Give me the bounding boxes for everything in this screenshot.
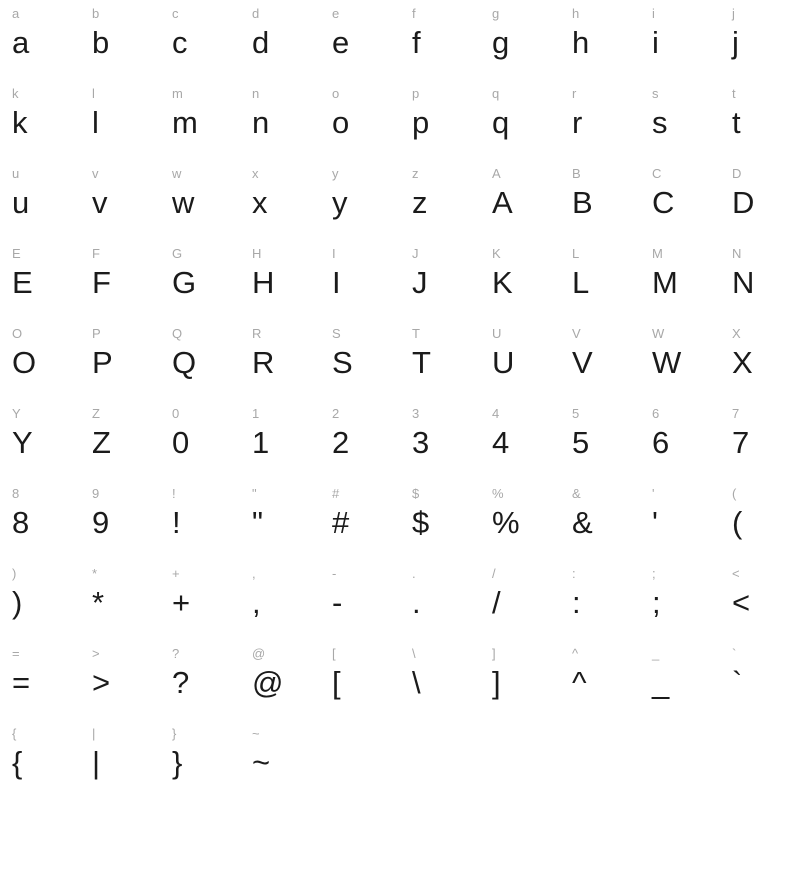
glyph-sample: d — [252, 25, 270, 60]
glyph-sample: A — [492, 185, 513, 220]
glyph-cell — [560, 6, 640, 86]
glyph-cell — [240, 566, 320, 646]
glyph-sample: / — [492, 585, 501, 620]
glyph-sample: Y — [12, 425, 33, 460]
glyph-cell — [480, 646, 560, 726]
glyph-cell — [640, 6, 720, 86]
glyph-label: # — [332, 486, 340, 501]
glyph-sample: " — [252, 505, 264, 540]
glyph-sample: u — [12, 185, 30, 220]
glyph-label: \ — [412, 646, 416, 661]
glyph-label: ] — [492, 646, 496, 661]
glyph-label: h — [572, 6, 580, 21]
glyph-label: 5 — [572, 406, 580, 421]
glyph-cell — [640, 326, 720, 406]
glyph-cell — [240, 806, 320, 886]
glyph-sample: C — [652, 185, 675, 220]
glyph-cell — [560, 86, 640, 166]
glyph-cell — [160, 166, 240, 246]
glyph-label: { — [12, 726, 17, 741]
glyph-label: } — [172, 726, 177, 741]
glyph-cell — [480, 166, 560, 246]
glyph-label: 1 — [252, 406, 260, 421]
glyph-cell — [80, 246, 160, 326]
glyph-label: u — [12, 166, 20, 181]
glyph-label: j — [732, 6, 735, 21]
glyph-cell — [640, 246, 720, 326]
glyph-label: O — [12, 326, 23, 341]
glyph-cell — [160, 326, 240, 406]
glyph-label: 9 — [92, 486, 100, 501]
glyph-cell — [640, 646, 720, 726]
glyph-sample: U — [492, 345, 515, 380]
glyph-sample: * — [92, 585, 105, 620]
glyph-cell — [80, 646, 160, 726]
glyph-cell — [400, 566, 480, 646]
glyph-label: , — [252, 566, 256, 581]
glyph-sample: E — [12, 265, 33, 300]
glyph-label: ; — [652, 566, 656, 581]
glyph-label: K — [492, 246, 501, 261]
glyph-cell — [400, 86, 480, 166]
glyph-sample: ! — [172, 505, 181, 540]
glyph-cell — [720, 6, 800, 86]
glyph-sample: f — [412, 25, 421, 60]
glyph-sample: z — [412, 185, 428, 220]
glyph-sample: 3 — [412, 425, 430, 460]
glyph-sample: k — [12, 105, 28, 140]
glyph-label: y — [332, 166, 339, 181]
glyph-cell — [720, 406, 800, 486]
glyph-cell — [240, 486, 320, 566]
glyph-cell — [0, 806, 80, 886]
glyph-sample: a — [12, 25, 30, 60]
glyph-sample: ` — [732, 665, 743, 700]
glyph-label: o — [332, 86, 340, 101]
glyph-sample: Z — [92, 425, 111, 460]
glyph-label: > — [92, 646, 100, 661]
glyph-sample: : — [572, 585, 581, 620]
glyph-label: B — [572, 166, 581, 181]
glyph-label: 4 — [492, 406, 500, 421]
glyph-cell — [720, 726, 800, 806]
glyph-label: & — [572, 486, 581, 501]
glyph-sample: L — [572, 265, 590, 300]
glyph-sample: @ — [252, 665, 284, 700]
glyph-cell — [160, 406, 240, 486]
glyph-label: i — [652, 6, 655, 21]
glyph-label: s — [652, 86, 659, 101]
glyph-cell — [480, 6, 560, 86]
glyph-cell — [480, 486, 560, 566]
glyph-cell — [320, 406, 400, 486]
glyph-sample: y — [332, 185, 348, 220]
glyph-cell — [320, 726, 400, 806]
glyph-label: ^ — [572, 646, 579, 661]
glyph-sample: 7 — [732, 425, 750, 460]
glyph-cell — [80, 566, 160, 646]
glyph-label: V — [572, 326, 581, 341]
glyph-label: N — [732, 246, 742, 261]
glyph-sample: p — [412, 105, 430, 140]
glyph-sample: \ — [412, 665, 421, 700]
glyph-cell — [480, 806, 560, 886]
glyph-label: m — [172, 86, 183, 101]
glyph-sample: 2 — [332, 425, 350, 460]
glyph-sample: M — [652, 265, 678, 300]
glyph-sample: F — [92, 265, 111, 300]
glyph-cell — [400, 326, 480, 406]
glyph-sample: J — [412, 265, 428, 300]
glyph-sample: 4 — [492, 425, 510, 460]
glyph-label: R — [252, 326, 262, 341]
glyph-label: = — [12, 646, 20, 661]
glyph-label: ? — [172, 646, 180, 661]
glyph-sample: { — [12, 745, 23, 780]
glyph-cell — [320, 326, 400, 406]
glyph-sample: S — [332, 345, 353, 380]
glyph-cell — [640, 726, 720, 806]
glyph-label: 0 — [172, 406, 180, 421]
glyph-cell — [640, 566, 720, 646]
glyph-label: * — [92, 566, 98, 581]
glyph-cell — [320, 806, 400, 886]
glyph-cell — [160, 566, 240, 646]
glyph-cell — [400, 406, 480, 486]
glyph-sample: o — [332, 105, 350, 140]
glyph-cell — [640, 86, 720, 166]
glyph-sample: ' — [652, 505, 658, 540]
glyph-cell — [480, 86, 560, 166]
glyph-label: ~ — [252, 726, 260, 741]
glyph-cell — [400, 246, 480, 326]
glyph-label: x — [252, 166, 259, 181]
glyph-label: F — [92, 246, 100, 261]
glyph-sample: e — [332, 25, 350, 60]
glyph-sample: H — [252, 265, 275, 300]
glyph-sample: s — [652, 105, 668, 140]
glyph-label: z — [412, 166, 419, 181]
glyph-cell — [320, 6, 400, 86]
glyph-cell — [480, 726, 560, 806]
glyph-label: r — [572, 86, 577, 101]
glyph-sample: r — [572, 105, 583, 140]
glyph-sample: N — [732, 265, 755, 300]
glyph-cell — [80, 86, 160, 166]
glyph-cell — [640, 166, 720, 246]
glyph-sample: > — [92, 665, 111, 700]
glyph-sample: T — [412, 345, 431, 380]
glyph-sample: 0 — [172, 425, 190, 460]
glyph-sample: | — [92, 745, 101, 780]
glyph-cell — [0, 486, 80, 566]
glyph-cell — [0, 566, 80, 646]
glyph-sample: ? — [172, 665, 190, 700]
glyph-sample: ] — [492, 665, 501, 700]
glyph-label: Y — [12, 406, 21, 421]
glyph-label: b — [92, 6, 100, 21]
glyph-label: X — [732, 326, 741, 341]
glyph-sample: 5 — [572, 425, 590, 460]
glyph-sample: W — [652, 345, 682, 380]
glyph-sample: g — [492, 25, 510, 60]
glyph-label: G — [172, 246, 183, 261]
glyph-label: T — [412, 326, 420, 341]
glyph-label: Z — [92, 406, 100, 421]
glyph-cell — [240, 86, 320, 166]
glyph-cell — [80, 406, 160, 486]
glyph-cell — [640, 486, 720, 566]
glyph-cell — [560, 566, 640, 646]
glyph-sample: h — [572, 25, 590, 60]
glyph-sample: D — [732, 185, 755, 220]
glyph-sample: m — [172, 105, 198, 140]
glyph-cell — [560, 646, 640, 726]
glyph-sample: $ — [412, 505, 430, 540]
glyph-label: S — [332, 326, 341, 341]
glyph-cell — [320, 86, 400, 166]
glyph-label: _ — [652, 646, 660, 661]
glyph-cell — [160, 246, 240, 326]
glyph-label: [ — [332, 646, 336, 661]
glyph-label: g — [492, 6, 500, 21]
glyph-sample: ^ — [572, 665, 587, 700]
glyph-cell — [720, 326, 800, 406]
glyph-cell — [560, 326, 640, 406]
glyph-cell — [80, 166, 160, 246]
glyph-label: v — [92, 166, 99, 181]
glyph-sample: P — [92, 345, 113, 380]
glyph-cell — [560, 406, 640, 486]
glyph-sample: ; — [652, 585, 661, 620]
glyph-cell — [480, 566, 560, 646]
glyph-label: E — [12, 246, 21, 261]
glyph-label: 8 — [12, 486, 20, 501]
glyph-cell — [240, 406, 320, 486]
glyph-sample: R — [252, 345, 275, 380]
glyph-label: A — [492, 166, 501, 181]
glyph-cell — [160, 486, 240, 566]
glyph-cell — [160, 646, 240, 726]
glyph-sample: x — [252, 185, 268, 220]
glyph-cell — [80, 806, 160, 886]
glyph-cell — [560, 806, 640, 886]
glyph-label: / — [492, 566, 496, 581]
glyph-label: < — [732, 566, 740, 581]
glyph-sample: . — [412, 585, 421, 620]
glyph-cell — [560, 246, 640, 326]
glyph-label: J — [412, 246, 419, 261]
glyph-cell — [480, 246, 560, 326]
glyph-cell — [240, 646, 320, 726]
glyph-cell — [320, 646, 400, 726]
glyph-cell — [0, 646, 80, 726]
glyph-label: c — [172, 6, 179, 21]
glyph-sample: 1 — [252, 425, 270, 460]
glyph-sample: j — [732, 25, 739, 60]
glyph-label: W — [652, 326, 665, 341]
glyph-sample: [ — [332, 665, 341, 700]
glyph-cell — [320, 486, 400, 566]
glyph-label: | — [92, 726, 96, 741]
glyph-cell — [320, 566, 400, 646]
glyph-sample: & — [572, 505, 593, 540]
glyph-label: C — [652, 166, 662, 181]
glyph-sample: Q — [172, 345, 197, 380]
glyph-sample: ~ — [252, 745, 271, 780]
glyph-sample: B — [572, 185, 593, 220]
glyph-label: ` — [732, 646, 737, 661]
glyph-cell — [320, 166, 400, 246]
glyph-label: Q — [172, 326, 183, 341]
glyph-label: . — [412, 566, 416, 581]
glyph-sample: % — [492, 505, 520, 540]
glyph-sample: l — [92, 105, 99, 140]
glyph-cell — [640, 406, 720, 486]
glyph-cell — [560, 726, 640, 806]
glyph-cell — [720, 486, 800, 566]
glyph-cell — [240, 166, 320, 246]
glyph-sample: V — [572, 345, 593, 380]
glyph-cell — [0, 406, 80, 486]
glyph-sample: c — [172, 25, 188, 60]
glyph-sample: < — [732, 585, 751, 620]
glyph-sample: # — [332, 505, 350, 540]
glyph-cell — [0, 246, 80, 326]
glyph-cell — [160, 86, 240, 166]
glyph-cell — [80, 326, 160, 406]
glyph-cell — [0, 166, 80, 246]
glyph-label: $ — [412, 486, 420, 501]
glyph-cell — [400, 166, 480, 246]
glyph-cell — [480, 326, 560, 406]
glyph-label: ( — [732, 486, 737, 501]
glyph-sample: - — [332, 585, 343, 620]
glyph-cell — [720, 86, 800, 166]
glyph-cell — [720, 806, 800, 886]
glyph-sample: _ — [652, 665, 670, 700]
glyph-cell — [720, 566, 800, 646]
glyph-label: ' — [652, 486, 655, 501]
glyph-label: w — [172, 166, 182, 181]
glyph-cell — [720, 166, 800, 246]
glyph-sample: K — [492, 265, 513, 300]
glyph-label: : — [572, 566, 576, 581]
glyph-cell — [720, 646, 800, 726]
glyph-label: p — [412, 86, 420, 101]
glyph-sample: 9 — [92, 505, 110, 540]
glyph-label: L — [572, 246, 580, 261]
glyph-sample: q — [492, 105, 510, 140]
glyph-cell — [80, 726, 160, 806]
glyph-label: - — [332, 566, 337, 581]
glyph-label: 7 — [732, 406, 740, 421]
glyph-cell — [0, 726, 80, 806]
glyph-sample: v — [92, 185, 108, 220]
glyph-cell — [400, 646, 480, 726]
glyph-cell — [240, 326, 320, 406]
glyph-cell — [160, 806, 240, 886]
glyph-cell — [320, 246, 400, 326]
glyph-label: + — [172, 566, 180, 581]
glyph-label: " — [252, 486, 257, 501]
glyph-cell — [240, 246, 320, 326]
glyph-cell — [0, 6, 80, 86]
glyph-sample: O — [12, 345, 37, 380]
glyph-label: ! — [172, 486, 176, 501]
glyph-sample: t — [732, 105, 741, 140]
glyph-cell — [160, 6, 240, 86]
glyph-sample: n — [252, 105, 270, 140]
glyph-sample: + — [172, 585, 191, 620]
glyph-sample: w — [172, 185, 195, 220]
glyph-label: @ — [252, 646, 266, 661]
glyph-sample: b — [92, 25, 110, 60]
glyph-cell — [480, 406, 560, 486]
glyph-sample: 6 — [652, 425, 670, 460]
glyph-label: H — [252, 246, 262, 261]
glyph-cell — [400, 486, 480, 566]
glyph-sample: i — [652, 25, 659, 60]
glyph-sample: 8 — [12, 505, 30, 540]
glyph-cell — [560, 486, 640, 566]
glyph-cell — [400, 6, 480, 86]
glyph-label: 2 — [332, 406, 340, 421]
glyph-label: q — [492, 86, 500, 101]
glyph-sample: I — [332, 265, 341, 300]
glyph-label: M — [652, 246, 663, 261]
glyph-label: U — [492, 326, 502, 341]
glyph-label: ) — [12, 566, 17, 581]
glyph-label: I — [332, 246, 336, 261]
glyph-label: 3 — [412, 406, 420, 421]
glyph-cell — [240, 726, 320, 806]
glyph-cell — [0, 86, 80, 166]
glyph-sample: = — [12, 665, 31, 700]
glyph-sample: ) — [12, 585, 23, 620]
glyph-cell — [80, 486, 160, 566]
glyph-label: f — [412, 6, 416, 21]
glyph-label: % — [492, 486, 504, 501]
glyph-label: a — [12, 6, 20, 21]
glyph-cell — [160, 726, 240, 806]
glyph-label: e — [332, 6, 340, 21]
glyph-cell — [400, 726, 480, 806]
glyph-label: l — [92, 86, 95, 101]
glyph-cell — [720, 246, 800, 326]
glyph-cell — [560, 166, 640, 246]
glyph-cell — [400, 806, 480, 886]
glyph-sample: X — [732, 345, 753, 380]
glyph-label: t — [732, 86, 736, 101]
glyph-label: 6 — [652, 406, 660, 421]
glyph-cell — [80, 6, 160, 86]
glyph-label: D — [732, 166, 742, 181]
glyph-sample: } — [172, 745, 183, 780]
glyph-label: d — [252, 6, 260, 21]
glyph-sample: G — [172, 265, 197, 300]
glyph-cell — [240, 6, 320, 86]
glyph-label: n — [252, 86, 260, 101]
glyph-label: P — [92, 326, 101, 341]
glyph-cell — [0, 326, 80, 406]
glyph-cell — [640, 806, 720, 886]
glyph-sample: , — [252, 585, 261, 620]
glyph-sample: ( — [732, 505, 743, 540]
glyph-label: k — [12, 86, 19, 101]
